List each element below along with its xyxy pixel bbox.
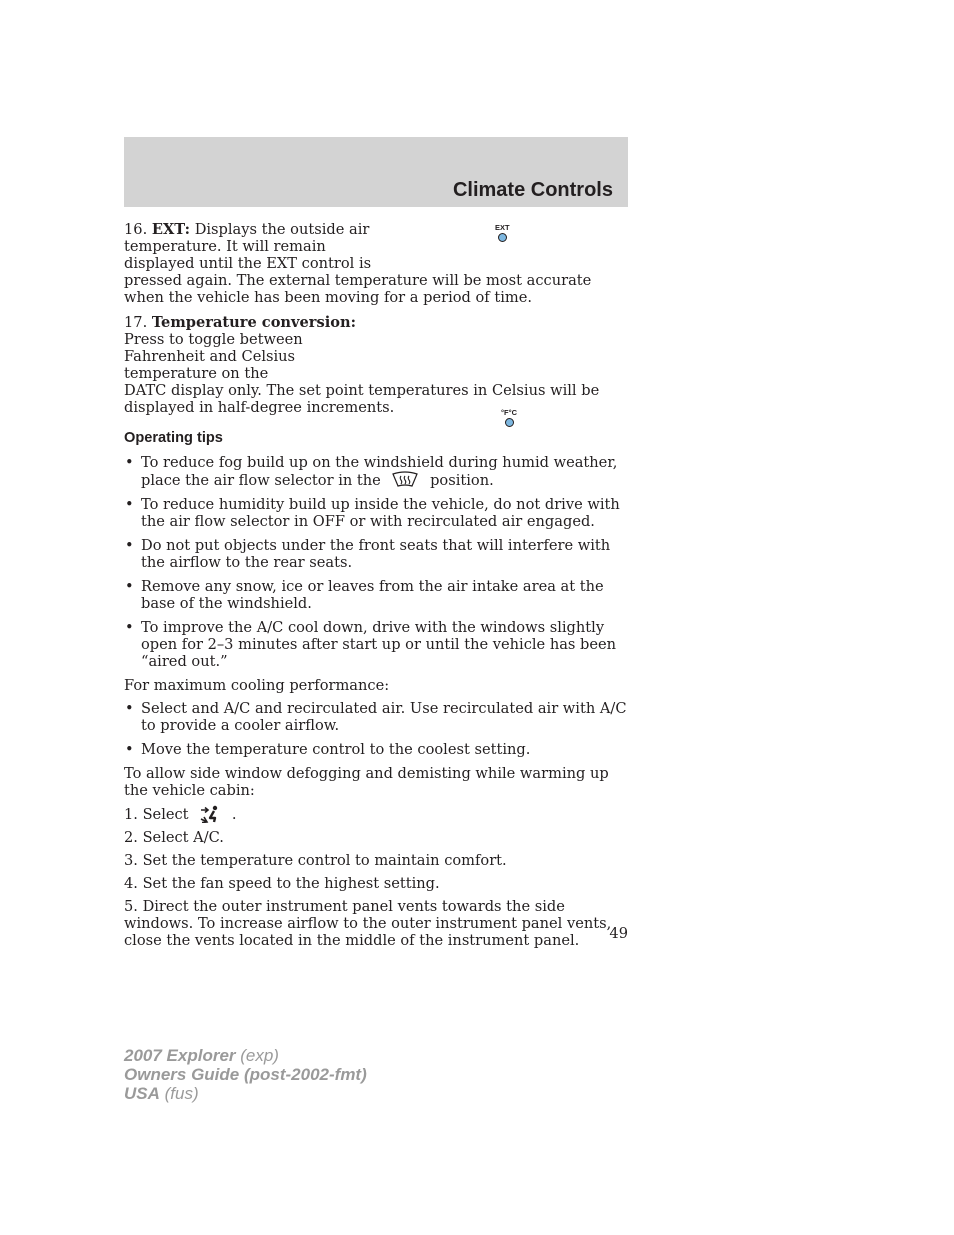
section-title: Climate Controls [452, 179, 613, 201]
bullet: • [125, 700, 134, 717]
operating-tips-list [124, 454, 628, 670]
step-item [124, 805, 628, 823]
footer-line-3 [124, 1084, 367, 1103]
list-item [124, 454, 628, 489]
ext-icon-label: EXT [495, 223, 510, 232]
footer-line-2: Owners Guide (post-2002-fmt) [124, 1065, 367, 1084]
bullet: • [125, 537, 134, 554]
document-footer [124, 1046, 367, 1103]
indicator-light-icon [505, 418, 514, 427]
item-narrow-text: Press to toggle between Fahrenheit and Celsius temperature on the [124, 331, 303, 382]
tip-text: Do not put objects under the front seats that will interfere with the airflow to the rear seats. [141, 537, 611, 571]
list-item [124, 700, 628, 734]
tip-text: Select and A/C and recirculated air. Use recirculated air with A/C to provide a cooler airflow. [141, 700, 627, 734]
item-label: Temperature conversion: [151, 314, 356, 331]
bullet: • [125, 454, 134, 471]
step-item: 2. Select A/C. [124, 829, 224, 846]
bullet: • [125, 619, 134, 636]
item-temperature-conversion [124, 314, 628, 416]
tip-text: position. [430, 472, 494, 489]
list-item [124, 741, 628, 758]
page-content [124, 221, 628, 955]
footer-market: USA [124, 1084, 160, 1103]
ext-button-icon [495, 224, 510, 242]
item-number: 16. [124, 221, 148, 238]
tip-text: To improve the A/C cool down, drive with the windows slightly open for 2–3 minutes after start up or until the vehicle has been “aired out.” [141, 619, 617, 670]
step-text: 1. Select [124, 806, 189, 823]
item-wide-text: DATC display only. The set point temperatures in Celsius will be displayed in half-degree increments. [124, 382, 600, 416]
item-ext [124, 221, 628, 306]
bullet: • [125, 741, 134, 758]
windshield-defrost-icon [391, 471, 419, 489]
bullet: • [125, 496, 134, 513]
list-item [124, 578, 628, 612]
bullet: • [125, 578, 134, 595]
max-cooling-list [124, 700, 628, 758]
step-item: 5. Direct the outer instrument panel vents towards the side windows. To increase airflow to the outer instrument panel vents, close the vents located in the middle of the instrument panel. [124, 898, 612, 949]
tip-text: To reduce fog build up on the windshield during humid weather, place the air flow selector in the [141, 454, 618, 489]
tip-text: To reduce humidity build up inside the vehicle, do not drive with the air flow selector in OFF or with recirculated air engaged. [141, 496, 620, 530]
item-label: EXT: [151, 221, 191, 238]
header-band [124, 137, 628, 207]
step-item: 4. Set the fan speed to the highest setting. [124, 875, 440, 892]
footer-model: 2007 Explorer [124, 1046, 236, 1065]
operating-tips-heading: Operating tips [124, 430, 223, 446]
footer-market-code: (fus) [159, 1084, 199, 1103]
list-item [124, 619, 628, 670]
step-item: 3. Set the temperature control to maintain comfort. [124, 852, 507, 869]
panel-floor-airflow-icon [199, 805, 221, 823]
tip-text: Remove any snow, ice or leaves from the air intake area at the base of the windshield. [141, 578, 604, 612]
footer-line-1 [124, 1046, 367, 1065]
item-narrow-text: Displays the outside air temperature. It will remain displayed until the EXT control is [124, 221, 372, 272]
indicator-light-icon [498, 233, 507, 242]
defog-intro: To allow side window defogging and demisting while warming up the vehicle cabin: [124, 765, 609, 799]
fc-icon-label: °F°C [501, 408, 517, 417]
max-cooling-intro: For maximum cooling performance: [124, 677, 390, 694]
step-text: . [231, 806, 237, 823]
fahrenheit-celsius-button-icon [501, 409, 517, 427]
list-item [124, 537, 628, 571]
page-number: 49 [609, 925, 628, 942]
item-wide-text: pressed again. The external temperature will be most accurate when the vehicle has been moving for a period of time. [124, 272, 592, 306]
list-item [124, 496, 628, 530]
tip-text: Move the temperature control to the coolest setting. [141, 741, 531, 758]
item-ext-narrow [124, 221, 374, 272]
item-number: 17. [124, 314, 148, 331]
footer-model-code: (exp) [235, 1046, 279, 1065]
item-temp-narrow [124, 314, 374, 382]
